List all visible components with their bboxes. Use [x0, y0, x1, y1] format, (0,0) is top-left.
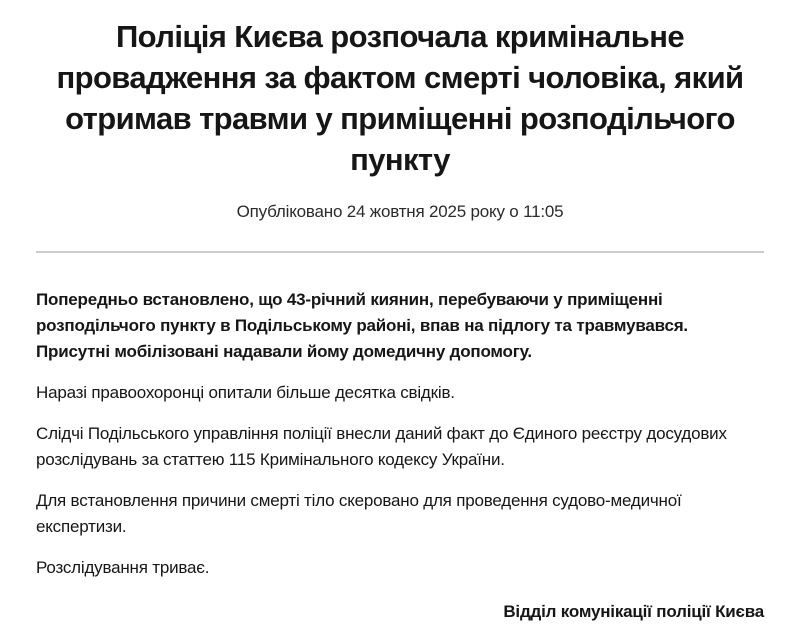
article-paragraph: Слідчі Подільського управління поліції внесли даний факт до Єдиного реєстру досудових розслідувань за статтею 115 Кримінального кодексу України. [36, 424, 727, 469]
article-paragraph: Розслідування триває. [36, 558, 210, 577]
published-date: Опубліковано 24 жовтня 2025 року о 11:05 [236, 202, 564, 221]
byline: Відділ комунікації поліції Києва [503, 602, 764, 621]
divider [36, 251, 764, 253]
article-paragraph: Для встановлення причини смерті тіло скеровано для проведення судово-медичної експертизи. [36, 491, 682, 536]
article-paragraph: Наразі правоохоронці опитали більше десятка свідків. [36, 383, 455, 402]
article-body [36, 287, 764, 581]
article-paragraph: Попередньо встановлено, що 43-річний киянин, перебуваючи у приміщенні розподільчого пункту в Подільському районі, впав на підлогу та травмувався. Присутні мобілізовані надавали йому домедичну допомогу. [36, 290, 688, 361]
page-title: Поліція Києва розпочала кримінальне провадження за фактом смерті чоловіка, який отримав травми у приміщенні розподільчого пункту [56, 19, 744, 177]
